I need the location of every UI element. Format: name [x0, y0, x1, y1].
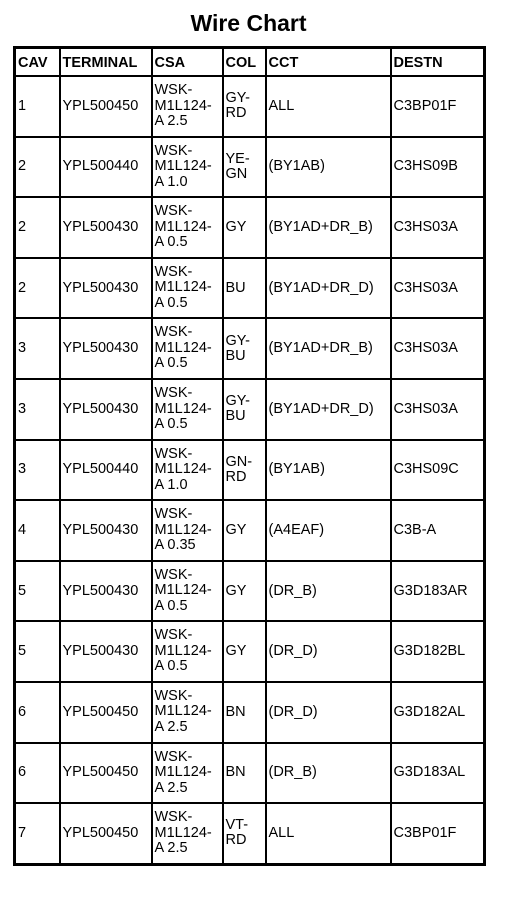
table-row: [15, 743, 485, 804]
destn-cell: C3HS03A: [391, 318, 485, 379]
csa-cell: WSK-M1L124-A 0.5: [152, 561, 223, 622]
table-row: [15, 258, 485, 319]
destn-cell: G3D182BL: [391, 621, 485, 682]
csa-cell: WSK-M1L124-A 1.0: [152, 137, 223, 198]
cct-cell: (DR_D): [266, 682, 391, 743]
column-header-col: COL: [223, 48, 266, 77]
cav-cell: 2: [15, 258, 60, 319]
table-row: [15, 318, 485, 379]
destn-cell: C3HS03A: [391, 197, 485, 258]
destn-cell: C3B-A: [391, 500, 485, 561]
terminal-cell: YPL500440: [60, 440, 152, 501]
cav-cell: 7: [15, 803, 60, 864]
destn-cell: C3BP01F: [391, 76, 485, 137]
table-row: [15, 621, 485, 682]
col-cell: BN: [223, 682, 266, 743]
column-header-cct: CCT: [266, 48, 391, 77]
column-header-csa: CSA: [152, 48, 223, 77]
column-header-destn: DESTN: [391, 48, 485, 77]
cav-cell: 6: [15, 743, 60, 804]
col-cell: GY: [223, 561, 266, 622]
wire-chart-table: [13, 46, 486, 866]
terminal-cell: YPL500430: [60, 561, 152, 622]
destn-cell: G3D183AR: [391, 561, 485, 622]
cct-cell: (DR_B): [266, 561, 391, 622]
col-cell: YE-GN: [223, 137, 266, 198]
table-row: [15, 440, 485, 501]
terminal-cell: YPL500450: [60, 76, 152, 137]
cav-cell: 3: [15, 440, 60, 501]
col-cell: BN: [223, 743, 266, 804]
cct-cell: (BY1AB): [266, 137, 391, 198]
terminal-cell: YPL500440: [60, 137, 152, 198]
cct-cell: ALL: [266, 803, 391, 864]
cav-cell: 3: [15, 379, 60, 440]
csa-cell: WSK-M1L124-A 0.35: [152, 500, 223, 561]
destn-cell: C3BP01F: [391, 803, 485, 864]
table-row: [15, 803, 485, 864]
cct-cell: ALL: [266, 76, 391, 137]
terminal-cell: YPL500450: [60, 803, 152, 864]
table-row: [15, 379, 485, 440]
col-cell: BU: [223, 258, 266, 319]
cct-cell: (BY1AB): [266, 440, 391, 501]
table-row: [15, 137, 485, 198]
destn-cell: G3D182AL: [391, 682, 485, 743]
cav-cell: 1: [15, 76, 60, 137]
cav-cell: 2: [15, 197, 60, 258]
csa-cell: WSK-M1L124-A 0.5: [152, 197, 223, 258]
csa-cell: WSK-M1L124-A 2.5: [152, 803, 223, 864]
destn-cell: C3HS09B: [391, 137, 485, 198]
cav-cell: 5: [15, 561, 60, 622]
terminal-cell: YPL500430: [60, 379, 152, 440]
terminal-cell: YPL500430: [60, 500, 152, 561]
col-cell: GY-BU: [223, 379, 266, 440]
csa-cell: WSK-M1L124-A 2.5: [152, 76, 223, 137]
col-cell: GY: [223, 621, 266, 682]
terminal-cell: YPL500450: [60, 743, 152, 804]
col-cell: GY-RD: [223, 76, 266, 137]
col-cell: GY: [223, 500, 266, 561]
csa-cell: WSK-M1L124-A 0.5: [152, 258, 223, 319]
cav-cell: 3: [15, 318, 60, 379]
column-header-terminal: TERMINAL: [60, 48, 152, 77]
terminal-cell: YPL500450: [60, 682, 152, 743]
cct-cell: (BY1AD+DR_D): [266, 258, 391, 319]
destn-cell: C3HS03A: [391, 379, 485, 440]
cav-cell: 2: [15, 137, 60, 198]
table-row: [15, 561, 485, 622]
cct-cell: (A4EAF): [266, 500, 391, 561]
cct-cell: (DR_B): [266, 743, 391, 804]
terminal-cell: YPL500430: [60, 318, 152, 379]
cct-cell: (BY1AD+DR_B): [266, 318, 391, 379]
col-cell: VT-RD: [223, 803, 266, 864]
cav-cell: 6: [15, 682, 60, 743]
terminal-cell: YPL500430: [60, 197, 152, 258]
col-cell: GY: [223, 197, 266, 258]
table-row: [15, 682, 485, 743]
csa-cell: WSK-M1L124-A 2.5: [152, 743, 223, 804]
cav-cell: 5: [15, 621, 60, 682]
cct-cell: (BY1AD+DR_D): [266, 379, 391, 440]
csa-cell: WSK-M1L124-A 1.0: [152, 440, 223, 501]
table-row: [15, 500, 485, 561]
cct-cell: (DR_D): [266, 621, 391, 682]
column-header-cav: CAV: [15, 48, 60, 77]
destn-cell: G3D183AL: [391, 743, 485, 804]
csa-cell: WSK-M1L124-A 0.5: [152, 318, 223, 379]
csa-cell: WSK-M1L124-A 0.5: [152, 621, 223, 682]
col-cell: GY-BU: [223, 318, 266, 379]
table-row: [15, 197, 485, 258]
table-row: [15, 76, 485, 137]
col-cell: GN-RD: [223, 440, 266, 501]
cav-cell: 4: [15, 500, 60, 561]
csa-cell: WSK-M1L124-A 0.5: [152, 379, 223, 440]
terminal-cell: YPL500430: [60, 258, 152, 319]
table-header-row: [15, 48, 485, 77]
csa-cell: WSK-M1L124-A 2.5: [152, 682, 223, 743]
destn-cell: C3HS03A: [391, 258, 485, 319]
page-title: Wire Chart: [190, 10, 307, 36]
terminal-cell: YPL500430: [60, 621, 152, 682]
destn-cell: C3HS09C: [391, 440, 485, 501]
cct-cell: (BY1AD+DR_B): [266, 197, 391, 258]
